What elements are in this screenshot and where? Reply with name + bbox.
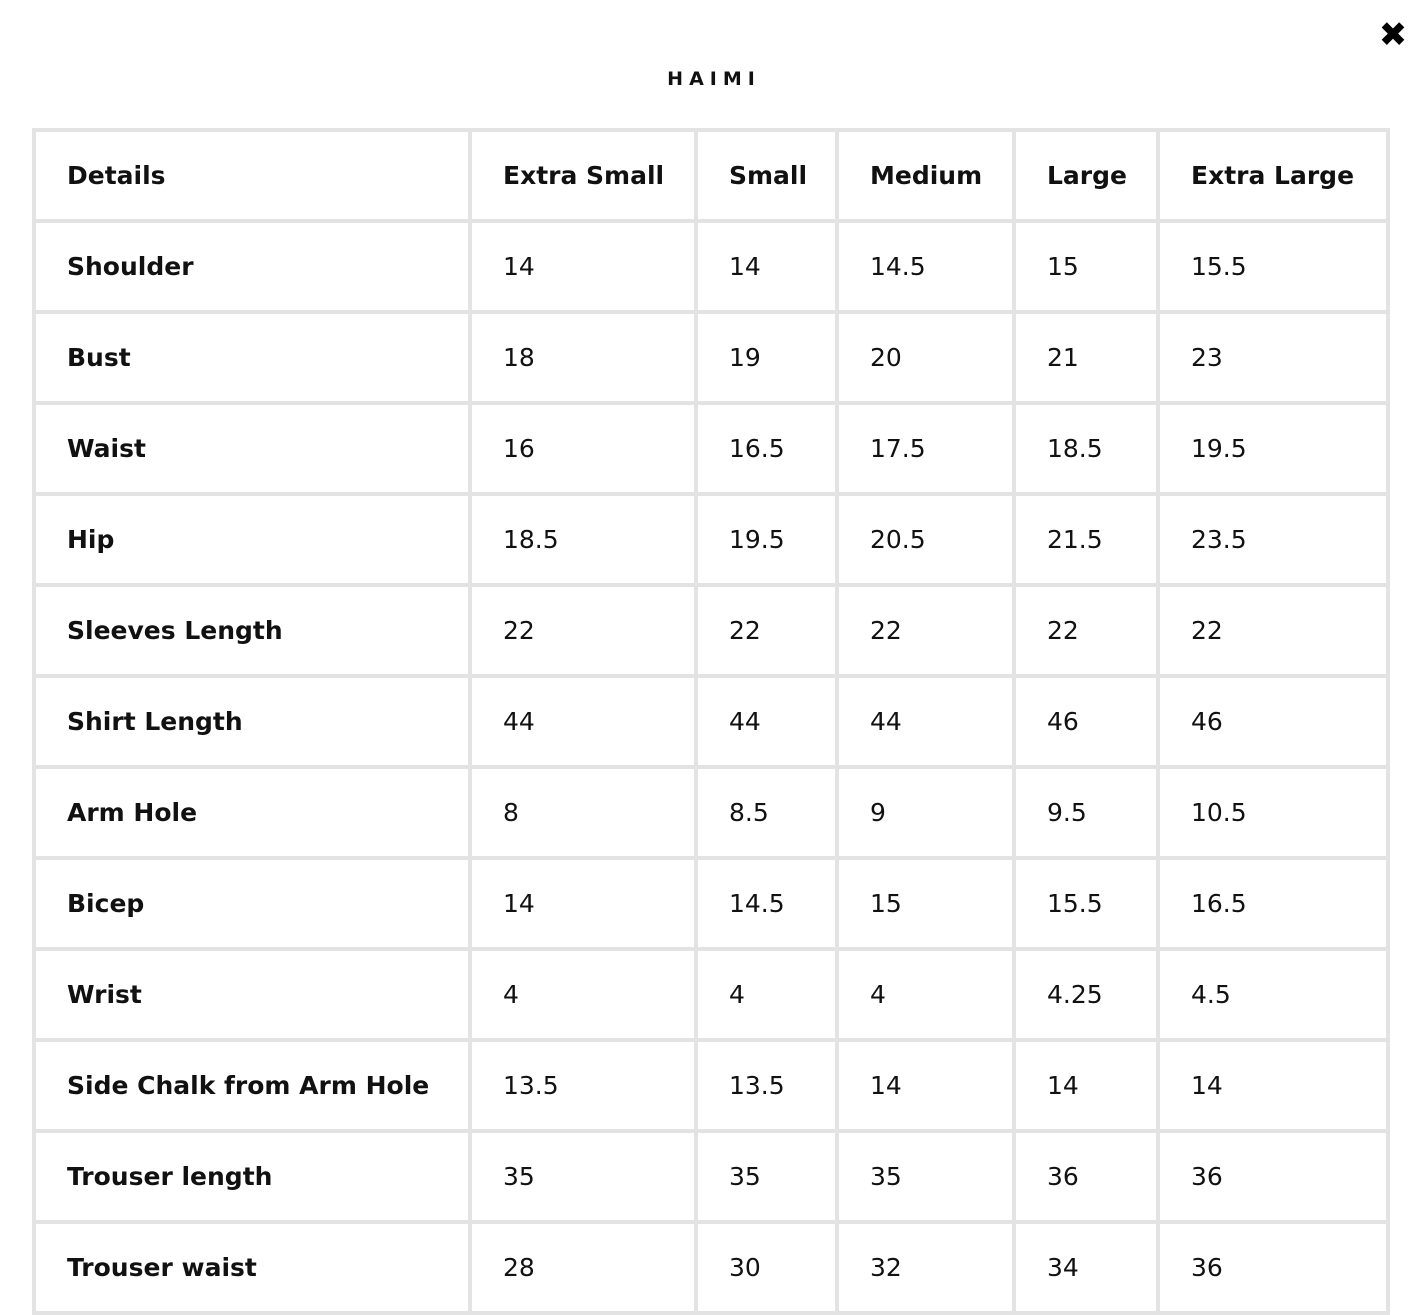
table-cell: 14 — [698, 223, 835, 310]
size-chart-table — [32, 128, 1390, 1315]
table-cell: 20 — [839, 314, 1012, 401]
header-medium: Medium — [839, 132, 1012, 219]
table-row — [36, 314, 1386, 401]
table-cell: 21.5 — [1016, 496, 1156, 583]
table-cell: 8.5 — [698, 769, 835, 856]
table-cell: 4 — [472, 951, 694, 1038]
table-cell: 16 — [472, 405, 694, 492]
table-cell: 19.5 — [698, 496, 835, 583]
table-cell: 4 — [698, 951, 835, 1038]
table-cell: 28 — [472, 1224, 694, 1311]
row-label: Waist — [36, 405, 468, 492]
table-cell: 21 — [1016, 314, 1156, 401]
table-cell: 16.5 — [1160, 860, 1386, 947]
table-cell: 44 — [698, 678, 835, 765]
table-cell: 9 — [839, 769, 1012, 856]
table-row — [36, 587, 1386, 674]
table-cell: 36 — [1160, 1133, 1386, 1220]
table-cell: 30 — [698, 1224, 835, 1311]
table-cell: 22 — [472, 587, 694, 674]
table-cell: 23.5 — [1160, 496, 1386, 583]
table-cell: 18.5 — [1016, 405, 1156, 492]
table-cell: 14.5 — [698, 860, 835, 947]
close-icon[interactable]: ✖ — [1378, 15, 1408, 55]
size-chart-title: HAIMI — [667, 68, 761, 90]
table-cell: 18.5 — [472, 496, 694, 583]
table-cell: 19 — [698, 314, 835, 401]
row-label: Bicep — [36, 860, 468, 947]
table-cell: 22 — [1016, 587, 1156, 674]
header-large: Large — [1016, 132, 1156, 219]
table-cell: 35 — [698, 1133, 835, 1220]
table-row — [36, 678, 1386, 765]
table-row — [36, 951, 1386, 1038]
table-header-row — [36, 132, 1386, 219]
row-label: Bust — [36, 314, 468, 401]
table-cell: 23 — [1160, 314, 1386, 401]
table-cell: 4.5 — [1160, 951, 1386, 1038]
header-small: Small — [698, 132, 835, 219]
table-cell: 16.5 — [698, 405, 835, 492]
table-cell: 8 — [472, 769, 694, 856]
row-label: Trouser waist — [36, 1224, 468, 1311]
row-label: Side Chalk from Arm Hole — [36, 1042, 468, 1129]
table-cell: 14 — [472, 860, 694, 947]
table-row — [36, 860, 1386, 947]
table-cell: 13.5 — [472, 1042, 694, 1129]
table-cell: 15.5 — [1016, 860, 1156, 947]
table-cell: 15.5 — [1160, 223, 1386, 310]
header-details: Details — [36, 132, 468, 219]
header-extra-large: Extra Large — [1160, 132, 1386, 219]
table-cell: 35 — [472, 1133, 694, 1220]
row-label: Sleeves Length — [36, 587, 468, 674]
table-cell: 36 — [1016, 1133, 1156, 1220]
row-label: Hip — [36, 496, 468, 583]
table-row — [36, 1042, 1386, 1129]
table-cell: 10.5 — [1160, 769, 1386, 856]
table-cell: 17.5 — [839, 405, 1012, 492]
table-cell: 46 — [1160, 678, 1386, 765]
table-cell: 44 — [472, 678, 694, 765]
table-cell: 22 — [1160, 587, 1386, 674]
table-cell: 15 — [839, 860, 1012, 947]
table-row — [36, 1133, 1386, 1220]
table-cell: 18 — [472, 314, 694, 401]
table-cell: 14 — [472, 223, 694, 310]
table-cell: 14.5 — [839, 223, 1012, 310]
row-label: Trouser length — [36, 1133, 468, 1220]
row-label: Shirt Length — [36, 678, 468, 765]
table-cell: 44 — [839, 678, 1012, 765]
table-row — [36, 405, 1386, 492]
table-cell: 19.5 — [1160, 405, 1386, 492]
table-cell: 22 — [698, 587, 835, 674]
table-cell: 4.25 — [1016, 951, 1156, 1038]
table-cell: 14 — [839, 1042, 1012, 1129]
table-cell: 36 — [1160, 1224, 1386, 1311]
table-cell: 13.5 — [698, 1042, 835, 1129]
row-label: Wrist — [36, 951, 468, 1038]
table-row — [36, 1224, 1386, 1311]
table-cell: 14 — [1160, 1042, 1386, 1129]
table-row — [36, 496, 1386, 583]
table-cell: 22 — [839, 587, 1012, 674]
table-cell: 35 — [839, 1133, 1012, 1220]
table-cell: 20.5 — [839, 496, 1012, 583]
table-cell: 32 — [839, 1224, 1012, 1311]
table-cell: 9.5 — [1016, 769, 1156, 856]
table-cell: 15 — [1016, 223, 1156, 310]
table-cell: 4 — [839, 951, 1012, 1038]
close-button[interactable] — [1376, 15, 1410, 55]
table-row — [36, 769, 1386, 856]
table-cell: 14 — [1016, 1042, 1156, 1129]
row-label: Shoulder — [36, 223, 468, 310]
table-cell: 46 — [1016, 678, 1156, 765]
header-extra-small: Extra Small — [472, 132, 694, 219]
row-label: Arm Hole — [36, 769, 468, 856]
table-cell: 34 — [1016, 1224, 1156, 1311]
table-row — [36, 223, 1386, 310]
